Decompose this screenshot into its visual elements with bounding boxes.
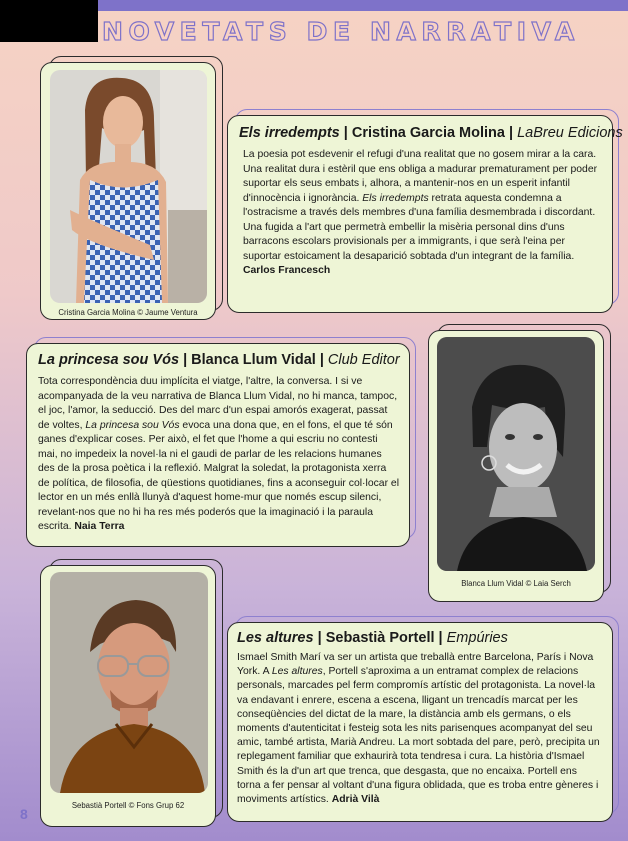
review-card-1 — [227, 115, 623, 313]
review-publisher-2: Club Editor — [327, 352, 400, 368]
reviewer-name-1: Carlos Francesch — [243, 265, 331, 276]
review-publisher-1: LaBreu Edicions — [517, 125, 623, 141]
review-title-1: Els irredempts | Cristina Garcia Molina | LaBreu Edicions — [239, 125, 623, 141]
author-photo-card-3 — [40, 565, 216, 827]
review-title-2: La princesa sou Vós | Blanca Llum Vidal | Club Editor — [38, 352, 400, 368]
review-author-1: Cristina Garcia Molina — [351, 125, 505, 141]
author-photo-sebastia — [50, 572, 208, 793]
photo-caption: Sebastià Portell © Fons Grup 62 — [71, 801, 185, 810]
reviewer-name-2: Naia Terra — [74, 521, 125, 532]
review-card-2 — [26, 343, 410, 547]
review-body-2: Tota correspondència duu implícita el viatge, l'altre, la conversa. I si ve acompanyada de la veu narrativa de Blanca Llum Vidal, no hi manca, tampoc, el joc, l'amor, la seducció. Des del marc d'un espai amorós exagerat, passat de voltes, La princesa sou Vós evoca una dona que, en el fons, el que té són ganes d'explicar coses. Per això, el fet que l'home a qui escriu no contesti mai, no impedeix la novel·la ni el gaudi de parlar de les relacions humanes des de la prosa poètica i la reflexió. Malgrat la soledat, la protagonista xerra de política, de filosofia, de qüestions quotidianes, fins a aconseguir col·locar el lector en un més enllà llunyà d'aquest home-mur que només escup silenci, revelant-nos que no hi ha res més poderós que la imaginació i la paraula escrita. Naia Terra — [38, 376, 400, 532]
review-body-1: La poesia pot esdevenir el refugi d'una realitat que no gosem mirar a la cara. Una realitat dura i estèril que ens obliga a madurar prematurament per poder suportar els seus embats i, alhora, a mantenir-nos en un esperit infantil d'innocència i ignorància. Els irredempts retrata aquesta condemna a l'ostracisme a través dels membres d'una família desmembrada i discordant. Una fugida a l'art que permetrà embellir la misèria personal dins d'uns barracons escolars provisionals per a immigrants, i que serà l'eina per suportar estoicament la desaparició sobtada d'un integrant de la família. Carlos Francesch — [243, 149, 598, 276]
page-number: 8 — [20, 806, 28, 822]
author-photo-card-2 — [428, 330, 604, 602]
review-title-3: Les altures | Sebastià Portell | Empúries — [237, 630, 508, 646]
photo-caption: Cristina Garcia Molina © Jaume Ventura — [58, 308, 198, 317]
review-publisher-3: Empúries — [446, 630, 508, 646]
photo-caption: Blanca Llum Vidal © Laia Serch — [461, 579, 571, 588]
reviewer-name-3: Adrià Vilà — [331, 794, 380, 806]
author-photo-card-1 — [40, 62, 216, 320]
header-bar — [98, 0, 628, 11]
header-black-block — [0, 0, 98, 42]
author-photo-blanca — [437, 337, 595, 571]
review-author-2: Blanca Llum Vidal — [191, 352, 316, 368]
author-photo-cristina — [50, 70, 207, 303]
page-title: NOVETATS DE NARRATIVA — [102, 17, 580, 46]
review-body-3: Ismael Smith Marí va ser un artista que treballà entre Barcelona, París i Nova York. A Les altures, Portell s'aproxima a un entramat complex de relacions personals, marcades pel ferm compromís artístic del protagonista. La novel·la va endavant i enrere, escena a escena, lligant un trencadís marcat per les conseqüències del dictat de la mare, la distància amb els germans, o els moments d'autenticitat i festeig sota les nits parisenques acompanyat del seu amic, també artista, Marià Andreu. La mort sobtada del pare, però, precipita un replegament familiar que exhaurirà tota tendresa i cura. La història d'Ismael Smith és la d'un art que trenca, que desgasta, que no encaixa. Portell ens torna a fer pensar al voltant d'una figura oblidada, que es troba entre gèneres i moviments artístics. Adrià Vilà — [237, 652, 600, 806]
review-card-3 — [227, 622, 613, 822]
review-author-3: Sebastià Portell — [325, 630, 435, 646]
